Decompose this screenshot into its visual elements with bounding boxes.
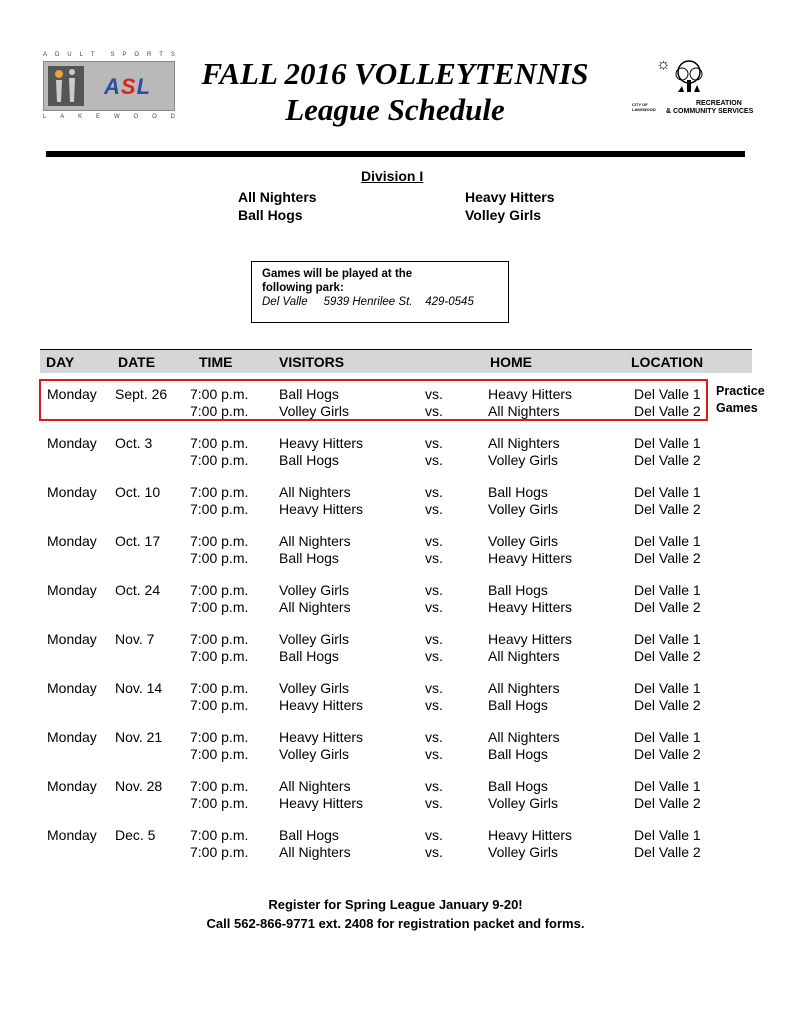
- cell-location: Del Valle 2: [634, 549, 701, 566]
- cell-visitors: All Nighters: [279, 484, 351, 500]
- cell-home: Heavy Hitters: [488, 631, 573, 647]
- cell-time: 7:00 p.m.: [190, 598, 249, 615]
- players-figure-icon: [48, 66, 84, 106]
- cell-time: 7:00 p.m.: [190, 778, 249, 794]
- logo-letter: D: [54, 52, 60, 58]
- cell-home: Ball Hogs: [488, 778, 548, 794]
- cell-visitors: Heavy Hitters: [279, 794, 364, 811]
- cell-home: Volley Girls: [488, 500, 559, 517]
- cell-home: Ball Hogs: [488, 696, 548, 713]
- cell-visitors: Volley Girls: [279, 680, 350, 696]
- division-team: Heavy Hitters: [465, 189, 555, 205]
- cell-home: All Nighters: [488, 435, 560, 451]
- cell-visitors: Ball Hogs: [279, 386, 339, 402]
- recreation-line2: & COMMUNITY SERVICES: [666, 108, 754, 115]
- logo-box: [43, 61, 175, 111]
- cell-day: Monday: [47, 680, 97, 696]
- cell-location: Del Valle 2: [634, 843, 701, 860]
- header-location: LOCATION: [631, 354, 704, 370]
- cell-vs: vs.: [425, 549, 443, 566]
- cell-day: Monday: [47, 827, 97, 843]
- cell-vs: vs.: [425, 794, 443, 811]
- recreation-line1: RECREATION: [696, 100, 742, 107]
- asl-mark: [104, 74, 151, 100]
- park-address: 5939 Henrilee St.: [323, 296, 413, 308]
- cell-time: 7:00 p.m.: [190, 500, 249, 517]
- practice-label-line1: Practice: [716, 384, 765, 398]
- recreation-text: [666, 100, 753, 116]
- cell-visitors: All Nighters: [279, 778, 351, 794]
- logo-letter: W: [113, 114, 120, 120]
- division-team: Volley Girls: [465, 207, 541, 223]
- cell-home: Volley Girls: [488, 843, 559, 860]
- division-title: Division I: [361, 168, 424, 184]
- asl-logo: [43, 52, 175, 122]
- cell-visitors: Ball Hogs: [279, 647, 339, 664]
- cell-location: Del Valle 1: [634, 680, 701, 696]
- cell-time: 7:00 p.m.: [190, 647, 249, 664]
- cell-date: Nov. 14: [115, 680, 163, 696]
- cell-time: 7:00 p.m.: [190, 582, 249, 598]
- cell-visitors: Heavy Hitters: [279, 696, 364, 713]
- cell-location: Del Valle 2: [634, 402, 701, 419]
- cell-date: Oct. 10: [115, 484, 161, 500]
- cell-time: 7:00 p.m.: [190, 680, 249, 696]
- cell-visitors: Heavy Hitters: [279, 500, 364, 517]
- footer-register: Register for Spring League January 9-20!: [268, 897, 523, 912]
- footer-call: Call 562-866-9771 ext. 2408 for registration packet and forms.: [206, 916, 585, 931]
- cell-visitors: Volley Girls: [279, 745, 350, 762]
- cell-vs: vs.: [425, 680, 443, 696]
- cell-date: Nov. 21: [115, 729, 163, 745]
- cell-home: Volley Girls: [488, 794, 559, 811]
- header-date: DATE: [118, 354, 156, 370]
- cell-visitors: All Nighters: [279, 843, 351, 860]
- cell-day: Monday: [47, 533, 97, 549]
- cell-vs: vs.: [425, 386, 443, 402]
- cell-location: Del Valle 1: [634, 778, 701, 794]
- cell-day: Monday: [47, 435, 97, 451]
- cell-location: Del Valle 2: [634, 647, 701, 664]
- logo-letter: R: [147, 52, 152, 58]
- park-phone: 429-0545: [425, 296, 474, 308]
- cell-date: Nov. 28: [115, 778, 163, 794]
- cell-location: Del Valle 1: [634, 533, 701, 549]
- practice-label-line2: Games: [716, 401, 758, 415]
- logo-letter: T: [159, 52, 163, 58]
- header-day: DAY: [46, 354, 75, 370]
- cell-visitors: Volley Girls: [279, 631, 350, 647]
- logo-letter: K: [78, 114, 83, 120]
- cell-home: All Nighters: [488, 680, 560, 696]
- cell-home: Volley Girls: [488, 451, 559, 468]
- cell-day: Monday: [47, 484, 97, 500]
- cell-home: Ball Hogs: [488, 484, 548, 500]
- division-team: Ball Hogs: [238, 207, 303, 223]
- cell-location: Del Valle 1: [634, 631, 701, 647]
- city-name: CITY OF LAKEWOOD: [632, 102, 656, 112]
- logo-letter: U: [67, 52, 72, 58]
- park-name: Del Valle: [262, 296, 308, 308]
- cell-date: Oct. 17: [115, 533, 161, 549]
- cell-home: Heavy Hitters: [488, 386, 573, 402]
- cell-visitors: Ball Hogs: [279, 827, 339, 843]
- cell-visitors: All Nighters: [279, 533, 351, 549]
- cell-location: Del Valle 1: [634, 729, 701, 745]
- cell-visitors: Volley Girls: [279, 582, 350, 598]
- cell-time: 7:00 p.m.: [190, 402, 249, 419]
- cell-visitors: Ball Hogs: [279, 451, 339, 468]
- cell-location: Del Valle 1: [634, 386, 701, 402]
- cell-day: Monday: [47, 386, 97, 402]
- header-time: TIME: [199, 354, 233, 370]
- division-team: All Nighters: [238, 189, 317, 205]
- cell-vs: vs.: [425, 435, 443, 451]
- cell-time: 7:00 p.m.: [190, 435, 249, 451]
- cell-vs: vs.: [425, 778, 443, 794]
- logo-letter: T: [90, 52, 95, 58]
- logo-letter: E: [96, 114, 101, 120]
- cell-date: Oct. 24: [115, 582, 161, 598]
- cell-location: Del Valle 2: [634, 745, 701, 762]
- cell-day: Monday: [47, 582, 97, 598]
- cell-day: Monday: [47, 778, 97, 794]
- cell-home: All Nighters: [488, 402, 560, 419]
- cell-time: 7:00 p.m.: [190, 631, 249, 647]
- logo-letter: L: [79, 52, 83, 58]
- cell-date: Dec. 5: [115, 827, 156, 843]
- cell-visitors: Ball Hogs: [279, 549, 339, 566]
- header-home: HOME: [490, 354, 532, 370]
- cell-home: Ball Hogs: [488, 745, 548, 762]
- logo-top-text: [43, 52, 175, 58]
- logo-letter: S: [110, 52, 115, 58]
- cell-day: Monday: [47, 729, 97, 745]
- cell-home: All Nighters: [488, 647, 560, 664]
- cell-date: Oct. 3: [115, 435, 153, 451]
- cell-time: 7:00 p.m.: [190, 451, 249, 468]
- cell-location: Del Valle 1: [634, 582, 701, 598]
- cell-time: 7:00 p.m.: [190, 827, 249, 843]
- cell-home: Heavy Hitters: [488, 549, 573, 566]
- cell-time: 7:00 p.m.: [190, 549, 249, 566]
- logo-letter: O: [152, 114, 157, 120]
- logo-letter: O: [133, 114, 139, 120]
- logo-letter: S: [170, 52, 175, 58]
- cell-visitors: Heavy Hitters: [279, 729, 364, 745]
- cell-vs: vs.: [425, 745, 443, 762]
- asl-mark-s: S: [120, 74, 137, 99]
- sun-icon: ☼: [656, 56, 671, 73]
- cell-vs: vs.: [425, 647, 443, 664]
- cell-time: 7:00 p.m.: [190, 533, 249, 549]
- practice-games-label: [716, 383, 765, 417]
- logo-letter: P: [122, 52, 127, 58]
- logo-letter: A: [60, 114, 65, 120]
- cell-time: 7:00 p.m.: [190, 484, 249, 500]
- cell-vs: vs.: [425, 598, 443, 615]
- cell-time: 7:00 p.m.: [190, 729, 249, 745]
- cell-home: Heavy Hitters: [488, 598, 573, 615]
- cell-location: Del Valle 2: [634, 451, 701, 468]
- park-info-details: [262, 295, 498, 309]
- cell-home: Ball Hogs: [488, 582, 548, 598]
- page-subtitle: League Schedule: [285, 92, 505, 127]
- cell-time: 7:00 p.m.: [190, 843, 249, 860]
- cell-time: 7:00 p.m.: [190, 696, 249, 713]
- logo-letter: A: [43, 52, 48, 58]
- cell-vs: vs.: [425, 843, 443, 860]
- logo-letter: O: [134, 52, 140, 58]
- cell-home: Volley Girls: [488, 533, 559, 549]
- cell-day: Monday: [47, 631, 97, 647]
- cell-time: 7:00 p.m.: [190, 386, 249, 402]
- cell-location: Del Valle 2: [634, 696, 701, 713]
- cell-vs: vs.: [425, 631, 443, 647]
- cell-home: All Nighters: [488, 729, 560, 745]
- cell-location: Del Valle 2: [634, 598, 701, 615]
- header-visitors: VISITORS: [279, 354, 345, 370]
- asl-mark-l: L: [136, 74, 152, 99]
- cell-location: Del Valle 1: [634, 827, 701, 843]
- cell-visitors: Heavy Hitters: [279, 435, 364, 451]
- logo-letter: D: [170, 114, 175, 120]
- park-info-line2: following park:: [262, 282, 344, 294]
- asl-mark-a: A: [104, 74, 121, 99]
- logo-letter: L: [43, 114, 47, 120]
- cell-time: 7:00 p.m.: [190, 794, 249, 811]
- cell-vs: vs.: [425, 582, 443, 598]
- cell-vs: vs.: [425, 696, 443, 713]
- park-info-box: [251, 261, 509, 323]
- cell-vs: vs.: [425, 451, 443, 468]
- table-header: [40, 349, 752, 373]
- cell-date: Sept. 26: [115, 386, 168, 402]
- cell-location: Del Valle 2: [634, 500, 701, 517]
- header-divider: [46, 151, 745, 157]
- cell-location: Del Valle 2: [634, 794, 701, 811]
- cell-visitors: Volley Girls: [279, 402, 350, 419]
- cell-vs: vs.: [425, 729, 443, 745]
- cell-location: Del Valle 1: [634, 435, 701, 451]
- park-info-line1: Games will be played at the: [262, 268, 413, 280]
- tree-icon: [670, 60, 708, 94]
- cell-location: Del Valle 1: [634, 484, 701, 500]
- cell-vs: vs.: [425, 402, 443, 419]
- cell-vs: vs.: [425, 533, 443, 549]
- cell-home: Heavy Hitters: [488, 827, 573, 843]
- cell-visitors: All Nighters: [279, 598, 351, 615]
- cell-vs: vs.: [425, 484, 443, 500]
- cell-date: Nov. 7: [115, 631, 155, 647]
- cell-vs: vs.: [425, 827, 443, 843]
- logo-bottom-text: [43, 114, 175, 120]
- page-title: FALL 2016 VOLLEYTENNIS: [201, 56, 589, 91]
- recreation-logo: [630, 54, 754, 122]
- cell-vs: vs.: [425, 500, 443, 517]
- cell-time: 7:00 p.m.: [190, 745, 249, 762]
